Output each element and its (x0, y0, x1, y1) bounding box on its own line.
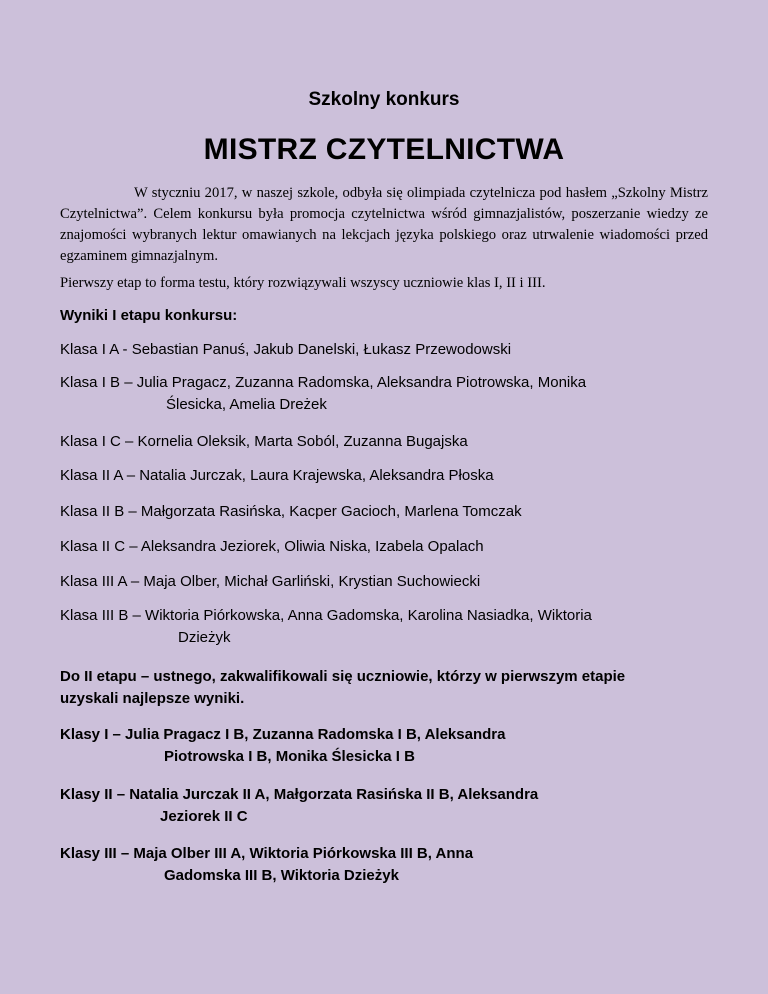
stage2-line: Klasy I – Julia Pragacz I B, Zuzanna Radomska I B, Aleksandra (60, 726, 506, 743)
result-row-2b (60, 501, 720, 523)
result-row-2c (60, 536, 720, 558)
result-line: Klasa I A - Sebastian Panuś, Jakub Danelski, Łukasz Przewodowski (60, 341, 512, 358)
stage2-row-classes-1 (60, 724, 720, 768)
result-line: Klasa III B – Wiktoria Piórkowska, Anna Gadomska, Karolina Nasiadka, Wiktoria (60, 607, 592, 624)
result-row-1c (60, 431, 720, 453)
result-line: Klasa II B – Małgorzata Rasińska, Kacper Gacioch, Marlena Tomczak (60, 503, 522, 520)
stage2-line-cont: Jeziorek II C (160, 808, 248, 825)
result-row-3b (60, 605, 720, 649)
stage2-intro-line: uzyskali najlepsze wyniki. (60, 690, 245, 707)
stage2-line: Klasy III – Maja Olber III A, Wiktoria Piórkowska III B, Anna (60, 845, 474, 862)
results-heading: Wyniki I etapu konkursu: (60, 307, 238, 324)
result-line: Klasa I B – Julia Pragacz, Zuzanna Radomska, Aleksandra Piotrowska, Monika (60, 374, 587, 391)
stage2-row-classes-2 (60, 784, 720, 828)
stage2-row-classes-3 (60, 843, 720, 887)
stage2-line: Klasy II – Natalia Jurczak II A, Małgorzata Rasińska II B, Aleksandra (60, 786, 539, 803)
result-line: Klasa I C – Kornelia Oleksik, Marta Soból, Zuzanna Bugajska (60, 433, 468, 450)
page-subtitle: Szkolny konkurs (308, 89, 460, 110)
intro-paragraph: W styczniu 2017, w naszej szkole, odbyła się olimpiada czytelnicza pod hasłem „Szkolny Mistrz Czytelnictwa”. Celem konkursu była promocja czytelnictwa wśród gimnazjalistów, poszerzanie wiedzy ze znajomości wybranych lektur omawianych na lekcjach języka polskiego oraz utrwalenie wiadomości przed egzaminem gimnazjalnym. (60, 185, 708, 264)
result-line: Klasa II A – Natalia Jurczak, Laura Krajewska, Aleksandra Płoska (60, 467, 494, 484)
result-line-cont: Dzieżyk (178, 629, 231, 646)
stage2-intro-line: Do II etapu – ustnego, zakwalifikowali się uczniowie, którzy w pierwszym etapie (60, 668, 626, 685)
result-line-cont: Ślesicka, Amelia Dreżek (166, 396, 327, 413)
result-row-3a (60, 571, 720, 593)
result-row-2a (60, 465, 720, 487)
page-title: MISTRZ CZYTELNICTWA (203, 133, 565, 166)
stage1-info: Pierwszy etap to forma testu, który rozwiązywali wszyscy uczniowie klas I, II i III. (60, 275, 546, 291)
stage2-intro (60, 666, 720, 710)
result-row-1a (60, 339, 720, 361)
result-row-1b (60, 372, 720, 416)
result-line: Klasa III A – Maja Olber, Michał Garliński, Krystian Suchowiecki (60, 573, 481, 590)
stage2-line-cont: Piotrowska I B, Monika Ślesicka I B (164, 748, 415, 765)
result-line: Klasa II C – Aleksandra Jeziorek, Oliwia Niska, Izabela Opalach (60, 538, 484, 555)
stage2-line-cont: Gadomska III B, Wiktoria Dzieżyk (164, 867, 399, 884)
